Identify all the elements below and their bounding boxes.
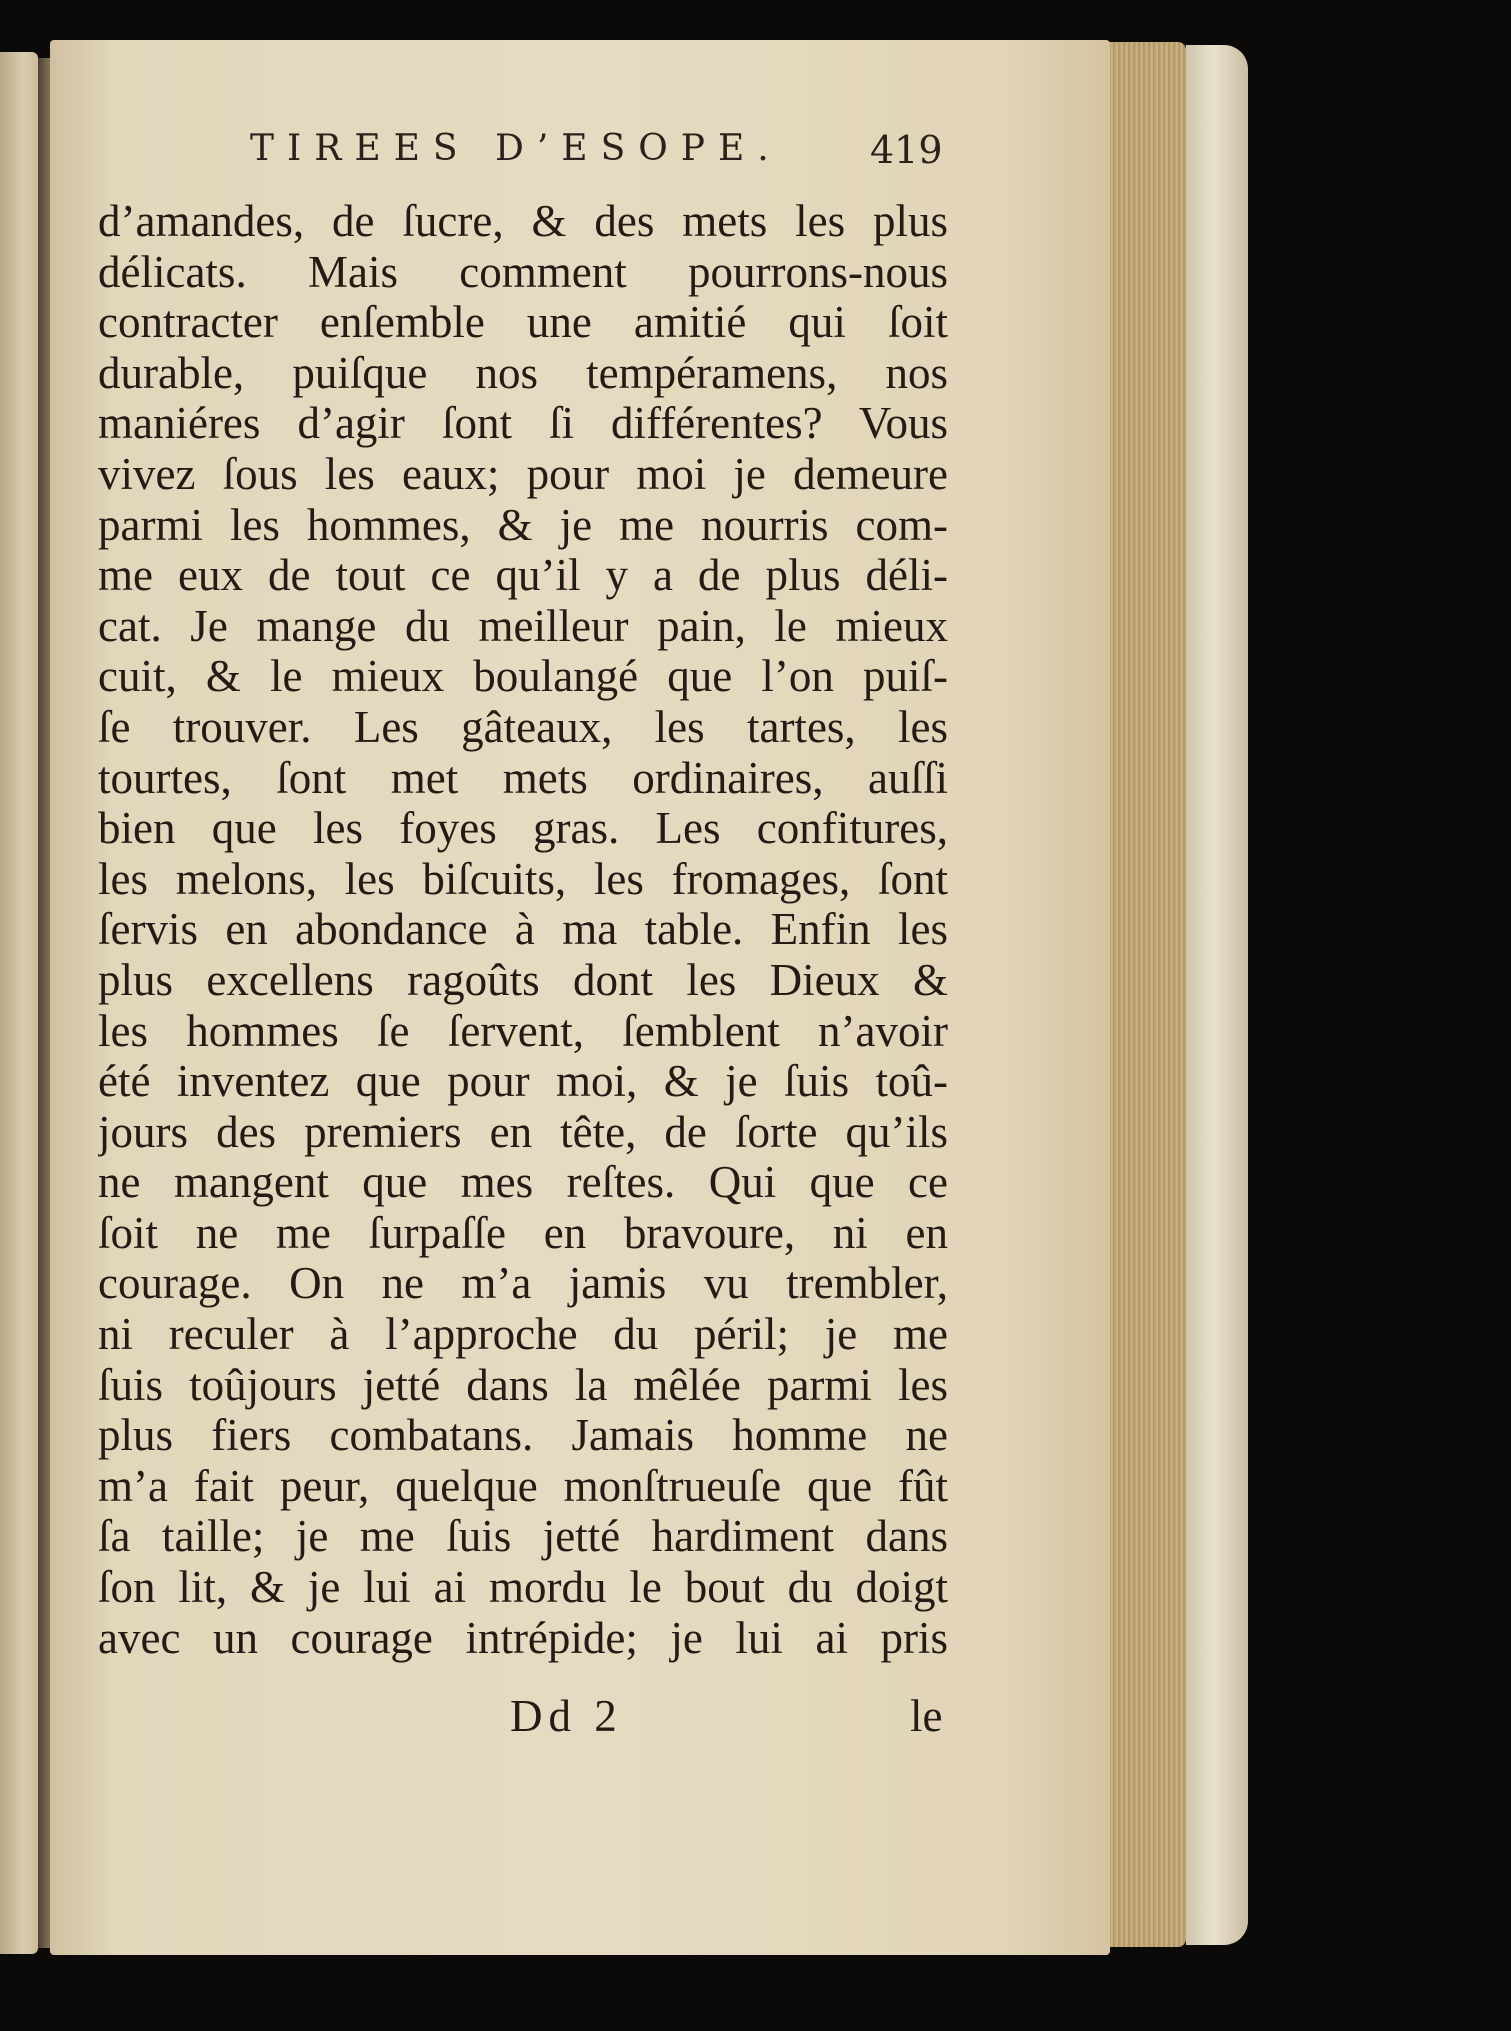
text-line: les melons, les biſcuits, les fromages, ſont [98, 853, 948, 904]
text-line: courage. On ne m’a jamis vu trembler, [98, 1258, 948, 1309]
text-line: ſa taille; je me ſuis jetté hardiment dans [98, 1511, 948, 1562]
text-line: ſoit ne me ſurpaſſe en bravoure, ni en [98, 1207, 948, 1258]
signature-mark: Dd 2 [510, 1691, 623, 1741]
text-line: ſon lit, & je lui ai mordu le bout du doigt [98, 1562, 948, 1613]
text-line: d’amandes, de ſucre, & des mets les plus [98, 196, 948, 246]
text-line: ſe trouver. Les gâteaux, les tartes, les [98, 701, 948, 752]
text-line: ſervis en abondance à ma table. Enfin les [98, 904, 948, 955]
facing-page-edge [0, 52, 38, 1954]
page-number: 419 [870, 128, 943, 172]
text-line: jours des premiers en tête, de ſorte qu’ils [98, 1106, 948, 1157]
text-line: avec un courage intrépide; je lui ai pris [98, 1612, 948, 1663]
text-line: maniéres d’agir ſont ſi différentes? Vous [98, 398, 948, 449]
text-line: cat. Je mange du meilleur pain, le mieux [98, 600, 948, 651]
body-text [98, 196, 948, 1663]
text-line: contracter enſemble une amitié qui ſoit [98, 297, 948, 348]
text-line: plus fiers combatans. Jamais homme ne [98, 1410, 948, 1461]
text-line: les hommes ſe ſervent, ſemblent n’avoir [98, 1005, 948, 1056]
catchword: le [910, 1691, 943, 1741]
text-line: me eux de tout ce qu’il y a de plus déli- [98, 550, 948, 601]
text-line: tourtes, ſont met mets ordinaires, auſſi [98, 752, 948, 803]
text-line: été inventez que pour moi, & je ſuis toû- [98, 1056, 948, 1107]
text-line: vivez ſous les eaux; pour moi je demeure [98, 448, 948, 499]
text-line: plus excellens ragoûts dont les Dieux & [98, 954, 948, 1005]
text-line: ni reculer à l’approche du péril; je me [98, 1309, 948, 1360]
text-line: ne mangent que mes reſtes. Qui que ce [98, 1157, 948, 1208]
text-line: ſuis toûjours jetté dans la mêlée parmi les [98, 1359, 948, 1410]
running-head: TIREES D’ESOPE. [250, 128, 782, 169]
book-cover-edge [1186, 45, 1248, 1945]
text-line: cuit, & le mieux boulangé que l’on puiſ- [98, 651, 948, 702]
text-line: parmi les hommes, & je me nourris com- [98, 499, 948, 550]
text-line: durable, puiſque nos tempéramens, nos [98, 347, 948, 398]
text-line: délicats. Mais comment pourrons-nous [98, 246, 948, 297]
text-line: bien que les foyes gras. Les confitures, [98, 803, 948, 854]
text-line: m’a fait peur, quelque monſtrueuſe que fût [98, 1460, 948, 1511]
